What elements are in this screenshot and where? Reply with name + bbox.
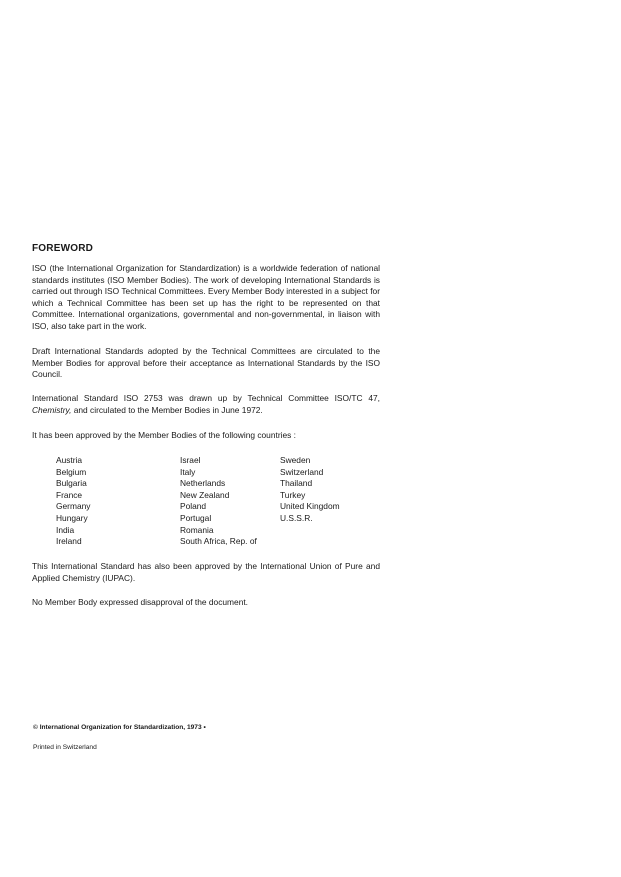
country-item: Romania <box>180 524 214 535</box>
country-item: Turkey <box>280 489 306 500</box>
country-item: Austria <box>56 455 83 465</box>
countries-column-2 <box>180 455 290 548</box>
country-item: Germany <box>56 501 91 512</box>
paragraph-3-text-start: International Standard ISO 2753 was drawn up by Technical Committee ISO/TC 47, <box>32 393 380 403</box>
foreword-paragraph-4: It has been approved by the Member Bodies of the following countries : <box>32 430 296 440</box>
country-item: Bulgaria <box>56 478 87 489</box>
copyright-notice: © International Organization for Standardization, 1973 • <box>33 724 206 731</box>
printed-in-note: Printed in Switzerland <box>33 744 97 751</box>
country-item: Hungary <box>56 512 88 523</box>
country-item: Netherlands <box>180 478 226 489</box>
country-item: U.S.S.R. <box>280 512 313 523</box>
country-item: New Zealand <box>180 489 230 500</box>
foreword-heading: FOREWORD <box>32 243 94 254</box>
country-item: Israel <box>180 455 201 465</box>
foreword-paragraph-6: No Member Body expressed disapproval of the document. <box>32 597 249 607</box>
country-item: Thailand <box>280 478 313 489</box>
country-item: Ireland <box>56 536 82 547</box>
countries-column-1 <box>56 455 166 548</box>
country-item: Italy <box>180 466 196 477</box>
committee-name: Chemistry, <box>32 404 72 415</box>
foreword-paragraph-3 <box>32 393 380 416</box>
foreword-paragraph-5: This International Standard has also been approved by the International Union of Pure and Applied Chemistry (IUPAC). <box>32 561 380 583</box>
countries-column-3 <box>280 455 400 525</box>
country-item: Poland <box>180 501 207 512</box>
country-item: South Africa, Rep. of <box>180 536 257 547</box>
country-item: Switzerland <box>280 466 324 477</box>
foreword-paragraph-1: ISO (the International Organization for Standardization) is a worldwide federation of national standards institutes (ISO Member Bodies). The work of developing International Standards is carried out through ISO Technical Committees. Every Member Body interested in a subject for which a Technical Committee has been set up has the right to be represented on that Committee. International organizations, governmental and non-governmental, in liaison with ISO, also take part in the work. <box>32 263 380 331</box>
foreword-paragraph-2: Draft International Standards adopted by the Technical Committees are circulated to the Member Bodies for approval before their acceptance as International Standards by the ISO Council. <box>32 346 380 380</box>
country-item: France <box>56 489 83 500</box>
paragraph-3-text-end: and circulated to the Member Bodies in June 1972. <box>71 404 263 415</box>
country-item: Sweden <box>280 455 311 465</box>
country-item: Portugal <box>180 512 212 523</box>
country-item: Belgium <box>56 466 87 477</box>
country-item: India <box>56 524 75 535</box>
country-item: United Kingdom <box>280 501 340 512</box>
